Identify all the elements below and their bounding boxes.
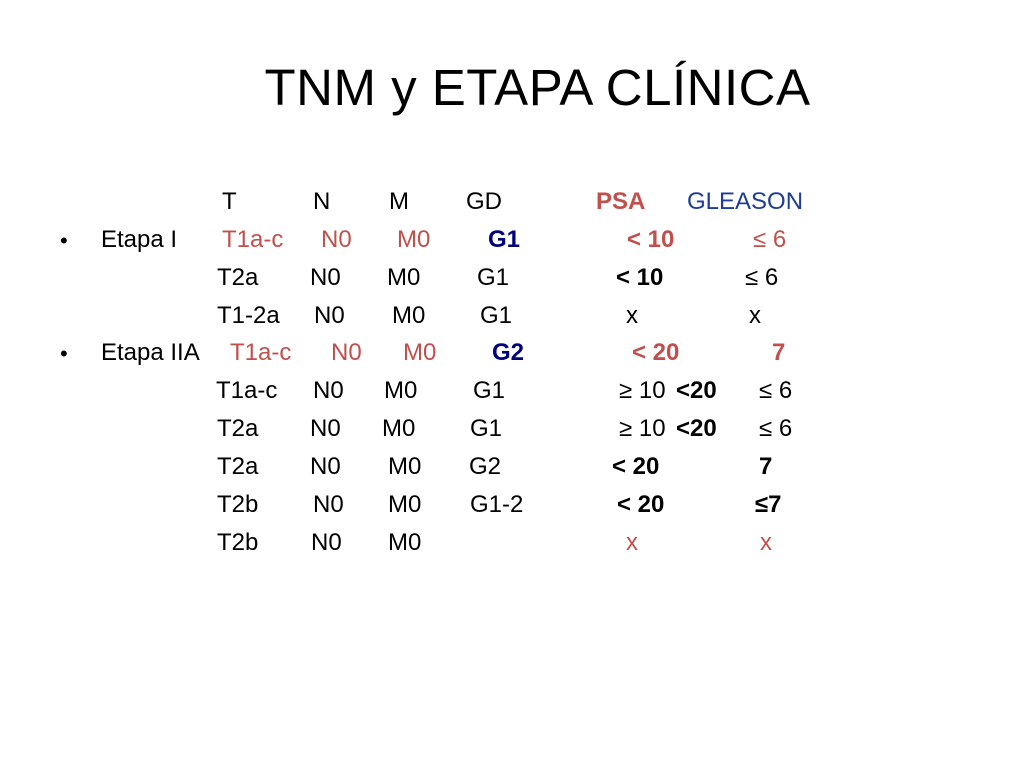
row-t: T2b	[217, 529, 259, 556]
row-gleason: ≤ 6	[753, 226, 787, 253]
row-m: M0	[384, 377, 418, 404]
row-psa: < 20	[632, 339, 680, 366]
row-m: M0	[382, 415, 416, 442]
row-psa: < 20	[612, 453, 660, 480]
row-m: M0	[387, 264, 421, 291]
row-psa: x	[626, 302, 638, 329]
row-gleason: 7	[772, 339, 786, 366]
header-psa: PSA	[596, 188, 646, 215]
row-n: N0	[311, 529, 342, 556]
row-n: N0	[314, 302, 345, 329]
row-m: M0	[388, 529, 422, 556]
row-gd: G1	[480, 302, 513, 329]
row-psa: < 20	[617, 491, 665, 518]
row-n: N0	[321, 226, 352, 253]
row-psa-max: <20	[676, 377, 717, 404]
row-m: M0	[397, 226, 431, 253]
row-gleason: x	[749, 302, 761, 329]
slide-title: TNM y ETAPA CLÍNICA	[264, 59, 811, 116]
row-gd: G1	[488, 226, 521, 253]
row-m: M0	[388, 491, 422, 518]
row-gleason: 7	[759, 453, 773, 480]
row-gd: G1	[470, 415, 503, 442]
row-gd: G2	[492, 339, 525, 366]
header-t: T	[222, 188, 237, 215]
row-t: T2a	[217, 264, 259, 291]
bullet-etapa-iia: •	[60, 341, 68, 366]
bullet-etapa-i: •	[60, 228, 68, 253]
header-m: M	[389, 188, 409, 215]
row-t: T2a	[217, 415, 259, 442]
row-t: T2a	[217, 453, 259, 480]
row-n: N0	[313, 491, 344, 518]
row-t: T1-2a	[217, 302, 280, 329]
row-gleason: ≤ 6	[745, 264, 779, 291]
row-psa-max: <20	[676, 415, 717, 442]
row-n: N0	[313, 377, 344, 404]
row-psa: < 10	[627, 226, 675, 253]
header-n: N	[313, 188, 331, 215]
row-gleason: x	[760, 529, 772, 556]
row-gd: G2	[469, 453, 502, 480]
row-gd: G1-2	[470, 491, 524, 518]
row-psa-min: ≥ 10	[619, 377, 666, 404]
row-psa-min: ≥ 10	[619, 415, 666, 442]
row-n: N0	[310, 415, 341, 442]
row-gd: G1	[477, 264, 510, 291]
row-t: T2b	[217, 491, 259, 518]
row-t: T1a-c	[216, 377, 278, 404]
row-psa: x	[626, 529, 638, 556]
row-m: M0	[388, 453, 422, 480]
row-t: T1a-c	[222, 226, 284, 253]
row-n: N0	[331, 339, 362, 366]
row-psa: < 10	[616, 264, 664, 291]
header-gd: GD	[466, 188, 502, 215]
row-gleason: ≤ 6	[759, 415, 793, 442]
row-gleason: ≤7	[755, 491, 782, 518]
row-n: N0	[310, 264, 341, 291]
row-n: N0	[310, 453, 341, 480]
row-label: Etapa IIA	[101, 339, 200, 366]
row-m: M0	[403, 339, 437, 366]
row-gd: G1	[473, 377, 506, 404]
header-gleason: GLEASON	[687, 188, 804, 215]
row-gleason: ≤ 6	[759, 377, 793, 404]
row-m: M0	[392, 302, 426, 329]
row-label: Etapa I	[101, 226, 178, 253]
row-t: T1a-c	[230, 339, 292, 366]
